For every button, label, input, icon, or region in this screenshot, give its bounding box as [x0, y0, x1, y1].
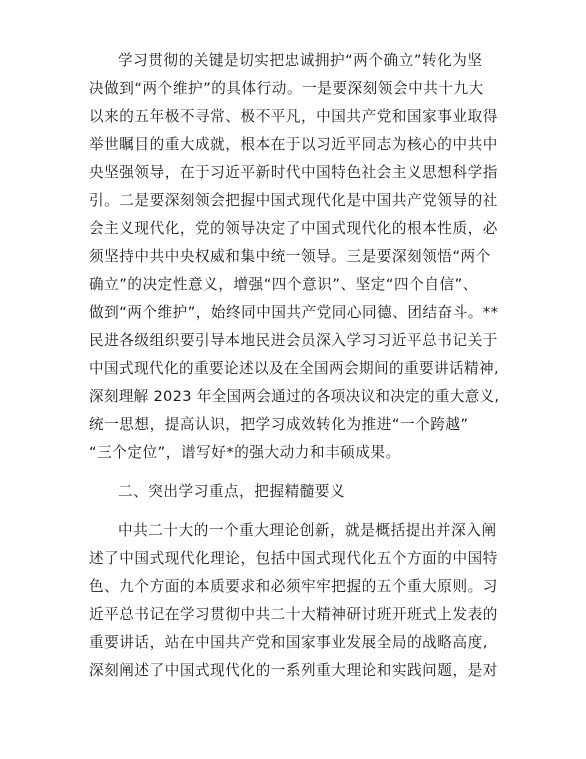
paragraph-1-line-6: 引。二是要深刻领会把握中国式现代化是中国共产党领导的社: [89, 192, 498, 209]
paragraph-1-line-4: 举世瞩目的重大成就，根本在于以习近平同志为核心的中共中: [89, 136, 498, 153]
paragraph-1-line-12: 中国式现代化的重要论述以及在全国两会期间的重要讲话精神,: [89, 360, 500, 377]
paragraph-1-line-5: 央坚强领导，在于习近平新时代中国特色社会主义思想科学指: [89, 164, 498, 181]
paragraph-2-line-5: 重要讲话，站在中国共产党和国家事业发展全局的战略高度,: [89, 634, 488, 651]
paragraph-1-line-2: 决做到“两个维护”的具体行动。一是要深刻领会中共十九大: [89, 80, 484, 97]
paragraph-1-line-13: 深刻理解 2023 年全国两会通过的各项决议和决定的重大意义,: [89, 388, 500, 405]
section-heading: 二、突出学习重点，把握精髓要义: [118, 483, 346, 500]
paragraph-1-line-14: 统一思想，提高认识，把学习成效转化为推进“一个跨越”: [89, 416, 469, 433]
paragraph-2-line-6: 深刻阐述了中国式现代化的一系列重大理论和实践问题，是对: [89, 662, 498, 679]
paragraph-1-line-7: 会主义现代化，党的领导决定了中国式现代化的根本性质，必: [89, 220, 498, 237]
paragraph-2-line-1: 中共二十大的一个重大理论创新，就是概括提出并深入阐: [118, 522, 497, 539]
paragraph-2-line-4: 近平总书记在学习贯彻中共二十大精神研讨班开班式上发表的: [89, 606, 498, 623]
paragraph-1-line-3: 以来的五年极不寻常、极不平凡，中国共产党和国家事业取得: [89, 108, 498, 125]
paragraph-2-line-3: 色、九个方面的本质要求和必须牢牢把握的五个重大原则。习: [89, 578, 498, 595]
paragraph-1-line-11: 民进各级组织要引导本地民进会员深入学习习近平总书记关于: [89, 332, 498, 349]
paragraph-1-line-9: 确立”的决定性意义，增强“四个意识”、坚定“四个自信”、: [89, 276, 478, 293]
paragraph-1-line-10: 做到“两个维护”，始终同中国共产党同心同德、团结奋斗。**: [89, 304, 499, 321]
paragraph-1-line-15: “三个定位”，谱写好*的强大动力和丰硕成果。: [89, 444, 401, 461]
paragraph-1-line-8: 须坚持中共中央权威和集中统一领导。三是要深刻领悟“两个: [89, 248, 491, 265]
paragraph-1-line-1: 学习贯彻的关键是切实把忠诚拥护“两个确立”转化为坚: [118, 52, 483, 69]
paragraph-2-line-2: 述了中国式现代化理论，包括中国式现代化五个方面的中国特: [89, 550, 498, 567]
